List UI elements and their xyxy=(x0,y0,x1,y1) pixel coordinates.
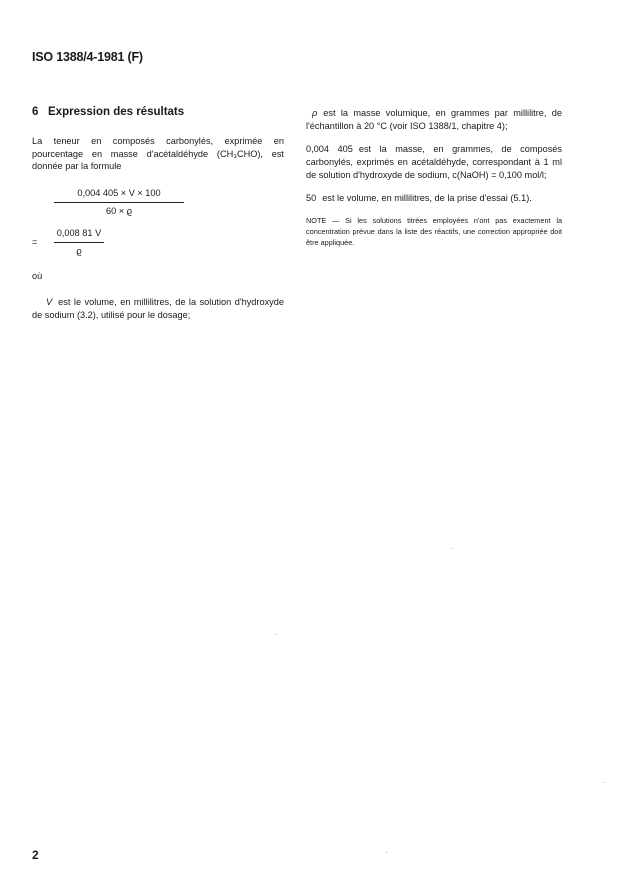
formula-1-denominator: 60 × ϱ xyxy=(106,205,132,216)
definition-symbol: V xyxy=(46,297,53,308)
section-title-text: Expression des résultats xyxy=(48,106,185,118)
where-label: où xyxy=(32,270,43,281)
scan-speck xyxy=(386,852,387,853)
definition-symbol: 50 xyxy=(306,193,317,204)
scan-speck xyxy=(275,634,276,635)
formula-1 xyxy=(54,187,184,217)
formula-2-denominator: ϱ xyxy=(76,245,82,256)
definition-rho xyxy=(306,107,562,132)
section-title xyxy=(32,105,284,121)
scan-speck xyxy=(452,548,453,549)
section-number: 6 xyxy=(32,106,39,118)
definition-v xyxy=(32,296,284,321)
definition-text: est la masse volumique, en grammes par millilitre, de l'échantillon à 20 °C (voir ISO 1388/1, chapitre 4); xyxy=(306,108,562,131)
intro-paragraph: La teneur en composés carbonylés, exprimée en pourcentage en masse d'acétaldéhyde (CH₃CHO), est donnée par la formule xyxy=(32,135,284,172)
definition-text: est la masse, en grammes, de composés carbonylés, exprimés en acétaldéhyde, correspondant à 1 ml de solution d'hydroxyde de sodium, c(NaOH) = 0,100 mol/l; xyxy=(306,144,562,180)
page-number: 2 xyxy=(32,848,39,862)
left-column xyxy=(32,105,284,322)
scan-speck xyxy=(603,782,604,783)
formula-1-numerator: 0,004 405 × V × 100 xyxy=(54,187,184,203)
definition-text: est le volume, en millilitres, de la prise d'essai (5.1). xyxy=(322,193,532,204)
formula-2 xyxy=(32,227,284,257)
definition-50 xyxy=(306,192,562,205)
definition-constant xyxy=(306,143,562,181)
formula-2-fraction xyxy=(54,227,104,257)
note-paragraph: NOTE — Si les solutions titrées employées n'ont pas exactement la concentration prévue dans la liste des réactifs, une correction appropriée doit être appliquée. xyxy=(306,216,562,247)
definition-symbol: ρ xyxy=(312,108,318,118)
definition-symbol: 0,004 405 xyxy=(306,144,353,155)
definition-text: est le volume, en millilitres, de la solution d'hydroxyde de sodium (3.2), utilisé pour le dosage; xyxy=(32,297,284,321)
formula-2-numerator: 0,008 81 V xyxy=(54,227,104,243)
document-header: ISO 1388/4-1981 (F) xyxy=(32,50,143,64)
equals-sign: = xyxy=(32,237,38,248)
right-column xyxy=(306,107,562,249)
